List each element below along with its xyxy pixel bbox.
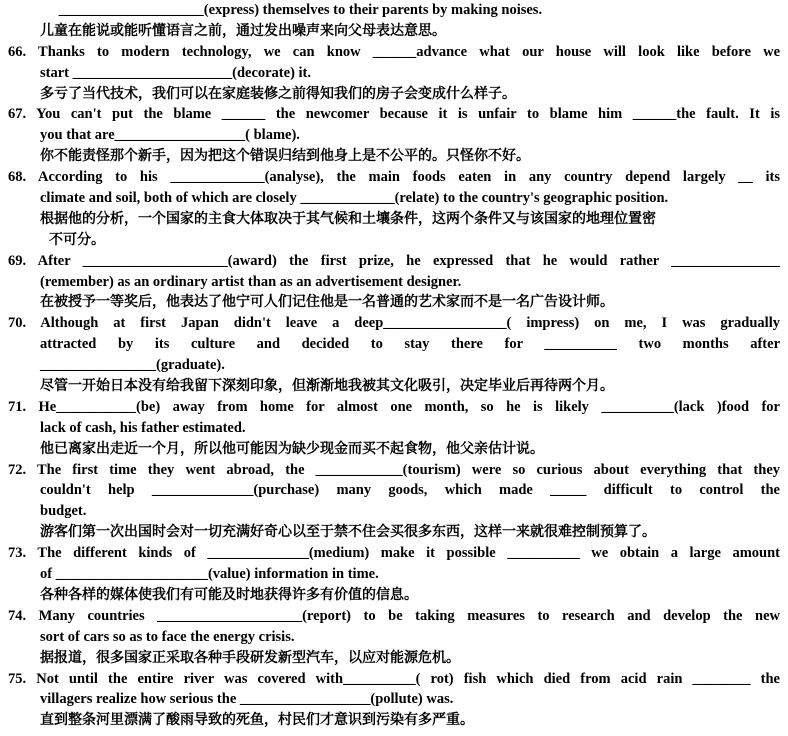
exercise-line: climate and soil, both of which are closely _____________(relate) to the country's geographic position.	[40, 190, 669, 207]
exercise-73	[8, 543, 780, 606]
exercise-line: 67. You can't put the blame ______ the newcomer because it is unfair to blame him ______the fault. It is	[8, 106, 780, 123]
exercise-70	[8, 313, 780, 397]
chinese-translation: 儿童在能说或能听懂语言之前，通过发出噪声来向父母表达意思。	[40, 22, 446, 39]
chinese-translation: 直到整条河里漂满了酸雨导致的死鱼，村民们才意识到污染有多严重。	[40, 712, 474, 729]
chinese-translation: 尽管一开始日本没有给我留下深刻印象，但渐渐地我被其文化吸引，决定毕业后再待两个月。	[40, 378, 614, 395]
exercise-66	[8, 42, 780, 105]
chinese-translation: 多亏了当代技术，我们可以在家庭装修之前得知我们的房子会变成什么样子。	[40, 85, 516, 102]
exercise-72	[8, 460, 780, 544]
exercise-continuation	[8, 0, 780, 42]
exercise-71	[8, 397, 780, 460]
chinese-translation: 你不能责怪那个新手，因为把这个错误归结到他身上是不公平的。只怪你不好。	[40, 148, 530, 165]
chinese-translation: 不可分。	[49, 231, 105, 248]
exercise-line: 72. The first time they went abroad, the ____________(tourism) were so curious about everything that they	[8, 461, 780, 478]
chinese-translation: 据报道，很多国家正采取各种手段研发新型汽车，以应对能源危机。	[40, 649, 460, 666]
exercise-line: villagers realize how serious the __________________(pollute) was.	[40, 691, 454, 708]
exercise-line: of _____________________(value) information in time.	[40, 566, 379, 583]
exercise-line: lack of cash, his father estimated.	[40, 419, 246, 436]
exercise-line: 66. Thanks to modern technology, we can know ______advance what our house will look like before we	[8, 43, 780, 60]
exercise-line: 71. He___________(be) away from home for almost one month, so he is likely __________(lack )food for	[8, 398, 780, 415]
exercise-68	[8, 167, 780, 251]
exercise-line: sort of cars so as to face the energy crisis.	[40, 628, 295, 645]
exercise-line: 70. Although at first Japan didn't leave a deep_________________( impress) on me, I was gradually	[8, 315, 780, 332]
exercise-line: start ______________________(decorate) it.	[40, 64, 312, 81]
exercise-line: attracted by its culture and decided to stay there for __________ two months after	[40, 336, 780, 353]
chinese-translation: 游客们第一次出国时会对一切充满好奇心以至于禁不住会买很多东西，这样一来就很难控制预算了。	[40, 524, 656, 541]
exercise-line: you that are__________________( blame).	[40, 127, 300, 144]
exercise-line: 69. After ____________________(award) the first prize, he expressed that he would rather _______________	[8, 252, 780, 269]
exercise-75	[8, 669, 780, 732]
exercise-line: 74. Many countries ____________________(report) to be taking measures to research and develop the new	[8, 607, 780, 624]
chinese-translation: 在被授予一等奖后，他表达了他宁可人们记住他是一名普通的艺术家而不是一名广告设计师。	[40, 294, 614, 311]
chinese-translation: 各种各样的媒体使我们有可能及时地获得许多有价值的信息。	[40, 586, 418, 603]
exercise-67	[8, 104, 780, 167]
exercise-69	[8, 251, 780, 314]
chinese-translation: 根据他的分析，一个国家的主食大体取决于其气候和土壤条件，这两个条件又与该国家的地理位置密	[40, 210, 656, 227]
exercise-line: budget.	[40, 503, 87, 520]
exercise-74	[8, 606, 780, 669]
exercise-line: (remember) as an ordinary artist than as an advertisement designer.	[40, 273, 462, 290]
exercise-line: couldn't help ______________(purchase) many goods, which made _____ difficult to control the	[40, 482, 780, 499]
exercise-line: 68. According to his _____________(analyse), the main foods eaten in any country depend largely __ its	[8, 169, 780, 186]
exercise-line: ____________________(express) themselves to their parents by making noises.	[8, 2, 543, 18]
chinese-translation: 他已离家出走近一个月，所以他可能因为缺少现金而买不起食物，他父亲估计说。	[40, 440, 544, 457]
exercise-line: ________________(graduate).	[40, 357, 225, 374]
exercise-line: 75. Not until the entire river was covered with__________( rot) fish which died from acid rain ________ the	[8, 670, 780, 687]
exercise-line: 73. The different kinds of ______________(medium) make it possible __________ we obtain a large amount	[8, 545, 780, 562]
